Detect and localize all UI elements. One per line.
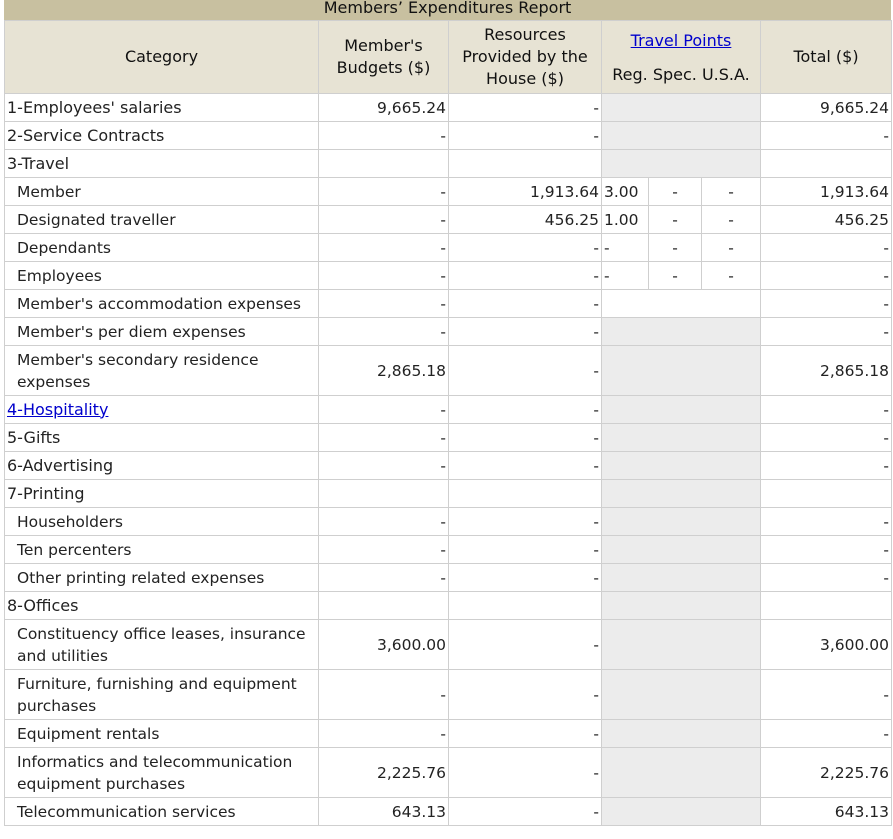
row-resources: - xyxy=(449,234,602,262)
row-category: 5-Gifts xyxy=(5,424,319,452)
row-budget: - xyxy=(319,720,449,748)
row-category: Employees xyxy=(5,262,319,290)
travel-points-empty xyxy=(602,480,761,508)
travel-usa: - xyxy=(702,178,761,206)
row-category xyxy=(5,396,319,424)
travel-points-empty xyxy=(602,592,761,620)
row-category: Ten percenters xyxy=(5,536,319,564)
travel-points-empty xyxy=(602,396,761,424)
travel-usa: - xyxy=(702,234,761,262)
row-budget: - xyxy=(319,564,449,592)
row-resources xyxy=(449,592,602,620)
row-budget xyxy=(319,592,449,620)
row-budget xyxy=(319,150,449,178)
row-resources: - xyxy=(449,318,602,346)
row-budget: - xyxy=(319,262,449,290)
row-budget: - xyxy=(319,424,449,452)
row-resources: - xyxy=(449,508,602,536)
row-budget: - xyxy=(319,670,449,720)
row-resources: - xyxy=(449,748,602,798)
row-resources xyxy=(449,480,602,508)
travel-reg: - xyxy=(602,234,649,262)
table-row xyxy=(5,94,892,122)
row-resources: - xyxy=(449,262,602,290)
row-budget: - xyxy=(319,290,449,318)
row-total: - xyxy=(761,290,892,318)
row-budget xyxy=(319,480,449,508)
row-total: - xyxy=(761,670,892,720)
row-total: - xyxy=(761,720,892,748)
row-total: 9,665.24 xyxy=(761,94,892,122)
travel-points-empty xyxy=(602,122,761,150)
table-row xyxy=(5,748,892,798)
table-row xyxy=(5,670,892,720)
row-category: Other printing related expenses xyxy=(5,564,319,592)
travel-reg: 3.00 xyxy=(602,178,649,206)
travel-points-empty xyxy=(602,424,761,452)
row-resources: - xyxy=(449,564,602,592)
row-category: Member's accommodation expenses xyxy=(5,290,319,318)
table-row xyxy=(5,234,892,262)
row-resources: - xyxy=(449,798,602,826)
travel-points-empty xyxy=(602,318,761,346)
row-resources: - xyxy=(449,122,602,150)
row-total: - xyxy=(761,396,892,424)
row-total: - xyxy=(761,122,892,150)
row-resources: - xyxy=(449,396,602,424)
row-category: 2-Service Contracts xyxy=(5,122,319,150)
table-row xyxy=(5,424,892,452)
travel-points-empty xyxy=(602,452,761,480)
travel-points-empty xyxy=(602,620,761,670)
row-total: - xyxy=(761,262,892,290)
row-category: Member xyxy=(5,178,319,206)
table-row xyxy=(5,564,892,592)
travel-points-empty xyxy=(602,346,761,396)
row-resources: - xyxy=(449,290,602,318)
table-row xyxy=(5,206,892,234)
row-budget: - xyxy=(319,206,449,234)
row-category: 6-Advertising xyxy=(5,452,319,480)
row-resources: 456.25 xyxy=(449,206,602,234)
table-row xyxy=(5,720,892,748)
row-total: - xyxy=(761,424,892,452)
row-resources: 1,913.64 xyxy=(449,178,602,206)
row-total: 643.13 xyxy=(761,798,892,826)
row-total: - xyxy=(761,564,892,592)
row-budget: - xyxy=(319,508,449,536)
row-category: 8-Offices xyxy=(5,592,319,620)
travel-points-empty xyxy=(602,564,761,592)
row-total: - xyxy=(761,536,892,564)
row-total: - xyxy=(761,234,892,262)
row-category: 7-Printing xyxy=(5,480,319,508)
row-category: Equipment rentals xyxy=(5,720,319,748)
travel-reg: - xyxy=(602,262,649,290)
row-budget: - xyxy=(319,536,449,564)
row-total: 456.25 xyxy=(761,206,892,234)
row-resources: - xyxy=(449,452,602,480)
row-total: - xyxy=(761,318,892,346)
row-resources: - xyxy=(449,346,602,396)
row-total: 1,913.64 xyxy=(761,178,892,206)
row-budget: - xyxy=(319,396,449,424)
category-link[interactable]: 4-Hospitality xyxy=(7,399,109,419)
row-total: 3,600.00 xyxy=(761,620,892,670)
row-resources: - xyxy=(449,720,602,748)
table-row xyxy=(5,620,892,670)
row-category: Constituency office leases, insurance and utilities xyxy=(5,620,319,670)
table-row xyxy=(5,262,892,290)
table-row xyxy=(5,536,892,564)
row-total xyxy=(761,592,892,620)
row-total: 2,225.76 xyxy=(761,748,892,798)
travel-points-empty xyxy=(602,290,761,318)
row-total xyxy=(761,480,892,508)
table-row xyxy=(5,452,892,480)
row-budget: - xyxy=(319,122,449,150)
travel-spec: - xyxy=(649,234,702,262)
table-row xyxy=(5,178,892,206)
table-row xyxy=(5,290,892,318)
table-row xyxy=(5,122,892,150)
table-row xyxy=(5,508,892,536)
travel-points-empty xyxy=(602,508,761,536)
row-resources: - xyxy=(449,670,602,720)
travel-points-empty xyxy=(602,536,761,564)
travel-usa: - xyxy=(702,262,761,290)
table-row xyxy=(5,798,892,826)
row-category: Member's per diem expenses xyxy=(5,318,319,346)
row-category: Householders xyxy=(5,508,319,536)
table-row xyxy=(5,396,892,424)
row-category: Dependants xyxy=(5,234,319,262)
table-row xyxy=(5,480,892,508)
row-category: 1-Employees' salaries xyxy=(5,94,319,122)
travel-spec: - xyxy=(649,262,702,290)
row-budget: 9,665.24 xyxy=(319,94,449,122)
row-total: - xyxy=(761,452,892,480)
travel-points-subheader: Reg. Spec. U.S.A. xyxy=(612,65,750,84)
row-budget: 2,225.76 xyxy=(319,748,449,798)
row-budget: 643.13 xyxy=(319,798,449,826)
report-title: Members’ Expenditures Report xyxy=(4,0,891,20)
row-budget: - xyxy=(319,234,449,262)
row-category: Furniture, furnishing and equipment purchases xyxy=(5,670,319,720)
row-category: Telecommunication services xyxy=(5,798,319,826)
expenditures-table xyxy=(4,20,892,826)
table-row xyxy=(5,346,892,396)
row-budget: - xyxy=(319,178,449,206)
travel-points-empty xyxy=(602,94,761,122)
row-category: 3-Travel xyxy=(5,150,319,178)
header-travel-points xyxy=(602,21,761,94)
travel-points-link[interactable]: Travel Points xyxy=(630,31,732,50)
header-resources: Resources Provided by the House ($) xyxy=(449,21,602,94)
travel-points-empty xyxy=(602,748,761,798)
travel-points-empty xyxy=(602,720,761,748)
row-resources: - xyxy=(449,620,602,670)
header-category: Category xyxy=(5,21,319,94)
travel-spec: - xyxy=(649,206,702,234)
table-body xyxy=(5,94,892,826)
row-resources: - xyxy=(449,536,602,564)
row-category: Member's secondary residence expenses xyxy=(5,346,319,396)
travel-usa: - xyxy=(702,206,761,234)
row-budget: 2,865.18 xyxy=(319,346,449,396)
travel-points-empty xyxy=(602,798,761,826)
travel-spec: - xyxy=(649,178,702,206)
row-budget: - xyxy=(319,318,449,346)
row-total xyxy=(761,150,892,178)
row-total: - xyxy=(761,508,892,536)
table-row xyxy=(5,592,892,620)
row-resources xyxy=(449,150,602,178)
row-resources: - xyxy=(449,94,602,122)
row-category: Designated traveller xyxy=(5,206,319,234)
table-row xyxy=(5,150,892,178)
travel-points-empty xyxy=(602,150,761,178)
row-category: Informatics and telecommunication equipment purchases xyxy=(5,748,319,798)
travel-reg: 1.00 xyxy=(602,206,649,234)
header-total: Total ($) xyxy=(761,21,892,94)
header-budgets: Member's Budgets ($) xyxy=(319,21,449,94)
row-budget: 3,600.00 xyxy=(319,620,449,670)
row-budget: - xyxy=(319,452,449,480)
row-resources: - xyxy=(449,424,602,452)
travel-points-empty xyxy=(602,670,761,720)
table-row xyxy=(5,318,892,346)
row-total: 2,865.18 xyxy=(761,346,892,396)
